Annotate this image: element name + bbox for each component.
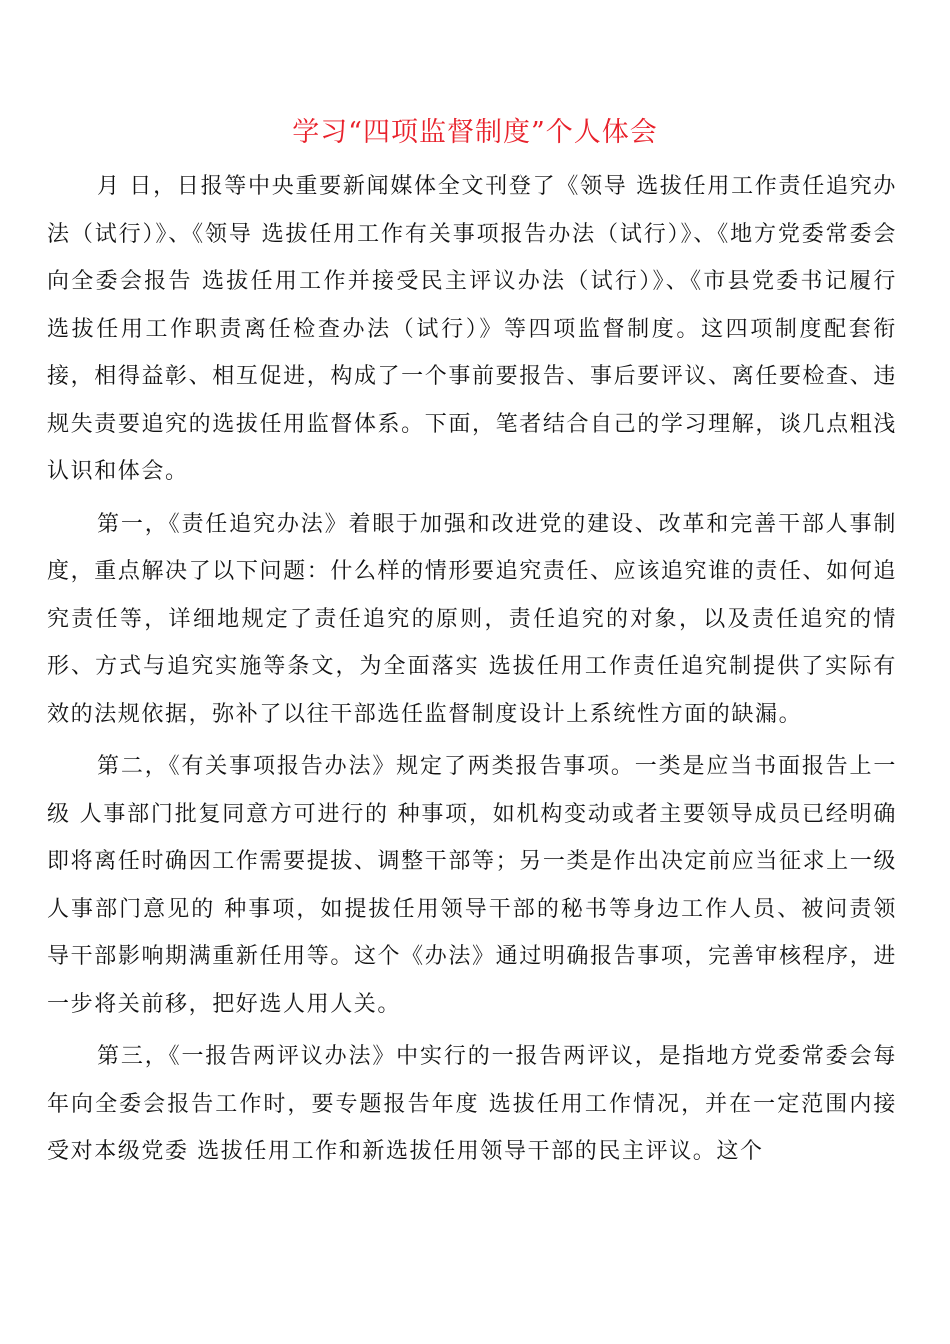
paragraph-intro: 月 日，日报等中央重要新闻媒体全文刊登了《领导 选拔任用工作责任追究办法（试行）》、《领导 选拔任用工作有关事项报告办法（试行）》、《地方党委常委会向全委会报告 选拔任用工作并接受民主评议办法（试行）》、《市县党委书记履行 选拔任用工作职责离任检查办法（试行）》等四项监督制度。这四项制度配套衔接，相得益彰、相互促进，构成了一个事前要报告、事后要评议、离任要检查、违规失责要追究的选拔任用监督体系。下面，笔者结合自己的学习理解，谈几点粗浅认识和体会。: [47, 174, 897, 484]
paragraph-first: 第一，《责任追究办法》着眼于加强和改进党的建设、改革和完善干部人事制度，重点解决了以下问题：什么样的情形要追究责任、应该追究谁的责任、如何追究责任等，详细地规定了责任追究的原则，责任追究的对象，以及责任追究的情形、方式与追究实施等条文，为全面落实 选拔任用工作责任追究制提供了实际有效的法规依据，弥补了以往干部选任监督制度设计上系统性方面的缺漏。: [47, 511, 897, 727]
paragraph-third: 第三，《一报告两评议办法》中实行的一报告两评议，是指地方党委常委会每年向全委会报告工作时，要专题报告年度 选拔任用工作情况，并在一定范围内接受对本级党委 选拔任用工作和新选拔任用领导干部的民主评议。这个: [47, 1044, 897, 1164]
page-title: 学习“四项监督制度”个人体会: [292, 117, 658, 148]
paragraph-second: 第二，《有关事项报告办法》规定了两类报告事项。一类是应当书面报告上一级 人事部门批复同意方可进行的 种事项，如机构变动或者主要领导成员已经明确即将离任时确因工作需要提拔、调整干部等；另一类是作出决定前应当征求上一级 人事部门意见的 种事项，如提拔任用领导干部的秘书等身边工作人员、被问责领导干部影响期满重新任用等。这个《办法》通过明确报告事项，完善审核程序，进一步将关前移，把好选人用人关。: [47, 754, 897, 1017]
document-body: [47, 163, 897, 1181]
